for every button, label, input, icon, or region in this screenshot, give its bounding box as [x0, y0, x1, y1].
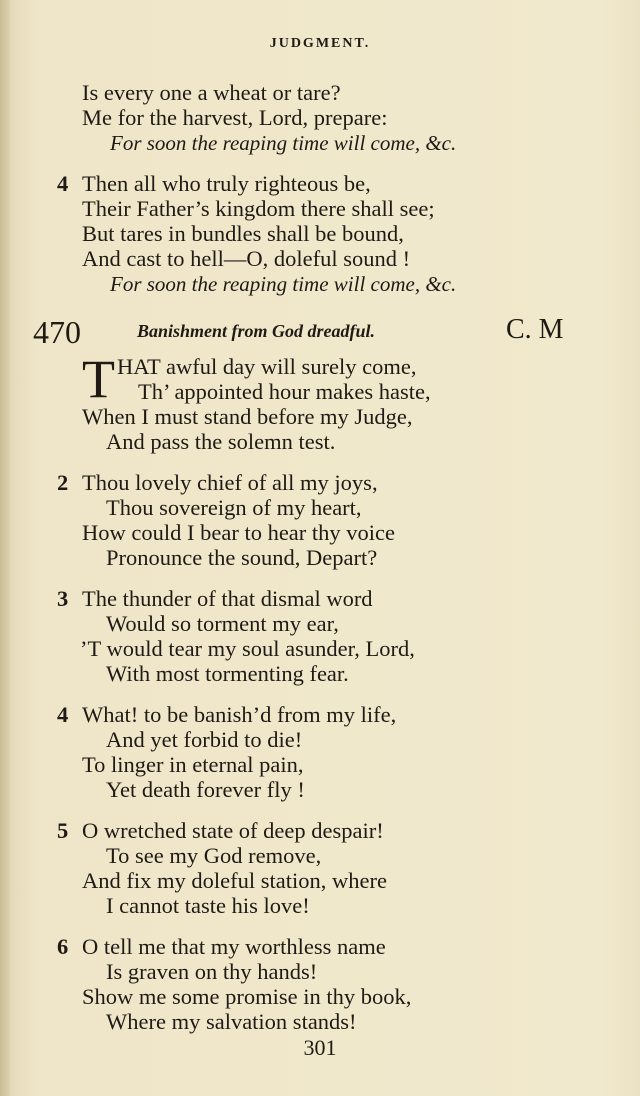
verse-line: Is every one a wheat or tare?: [82, 80, 341, 105]
verse-line: Th’ appointed hour makes haste,: [138, 379, 431, 404]
stanza-number: 2: [57, 470, 69, 495]
refrain-line: For soon the reaping time will come, &c.: [110, 131, 457, 155]
stanza-number: 3: [57, 586, 69, 611]
verse-line: And fix my doleful station, where: [82, 868, 387, 893]
verse-line: And cast to hell—O, doleful sound !: [82, 246, 411, 271]
verse-line: Thou lovely chief of all my joys,: [82, 470, 378, 495]
drop-cap: T: [82, 349, 115, 409]
verse-line: Would so torment my ear,: [106, 611, 339, 636]
verse-line: Show me some promise in thy book,: [82, 984, 412, 1009]
stanza-number: 4: [57, 171, 69, 196]
verse-line: Is graven on thy hands!: [106, 959, 318, 984]
hymn-meter: C. M: [506, 314, 564, 345]
verse-line: With most tormenting fear.: [106, 661, 349, 686]
verse-line: How could I bear to hear thy voice: [82, 520, 396, 545]
hymn-title: Banishment from God dreadful.: [137, 321, 376, 341]
verse-line: Where my salvation stands!: [106, 1009, 357, 1034]
stanza-number: 6: [57, 934, 69, 959]
verse-line: And pass the solemn test.: [106, 429, 336, 454]
verse-line: HAT awful day will surely come,: [117, 354, 417, 379]
verse-line: The thunder of that dismal word: [82, 586, 373, 611]
verse-line: ’T would tear my soul asunder, Lord,: [80, 636, 415, 661]
verse-line: To linger in eternal pain,: [82, 752, 304, 777]
verse-line: Me for the harvest, Lord, prepare:: [82, 105, 388, 130]
verse-line: Yet death forever fly !: [106, 777, 305, 802]
verse-line: O wretched state of deep despair!: [82, 818, 384, 843]
page-number: 301: [303, 1035, 337, 1060]
stanza-number: 5: [57, 818, 69, 843]
verse-line: But tares in bundles shall be bound,: [82, 221, 404, 246]
verse-line: When I must stand before my Judge,: [82, 404, 413, 429]
verse-line: Then all who truly righteous be,: [82, 171, 371, 196]
page-spine-shadow: [0, 0, 10, 1096]
verse-line: What! to be banish’d from my life,: [82, 702, 397, 727]
refrain-line: For soon the reaping time will come, &c.: [110, 272, 457, 296]
verse-line: I cannot taste his love!: [106, 893, 310, 918]
verse-line: Their Father’s kingdom there shall see;: [82, 196, 435, 221]
stanza-number: 4: [57, 702, 69, 727]
verse-line: Thou sovereign of my heart,: [106, 495, 362, 520]
verse-line: And yet forbid to die!: [106, 727, 303, 752]
verse-line: Pronounce the sound, Depart?: [106, 545, 378, 570]
hymn-number: 470: [33, 314, 81, 350]
running-head: JUDGMENT.: [269, 36, 371, 51]
verse-line: O tell me that my worthless name: [82, 934, 386, 959]
verse-line: To see my God remove,: [106, 843, 322, 868]
